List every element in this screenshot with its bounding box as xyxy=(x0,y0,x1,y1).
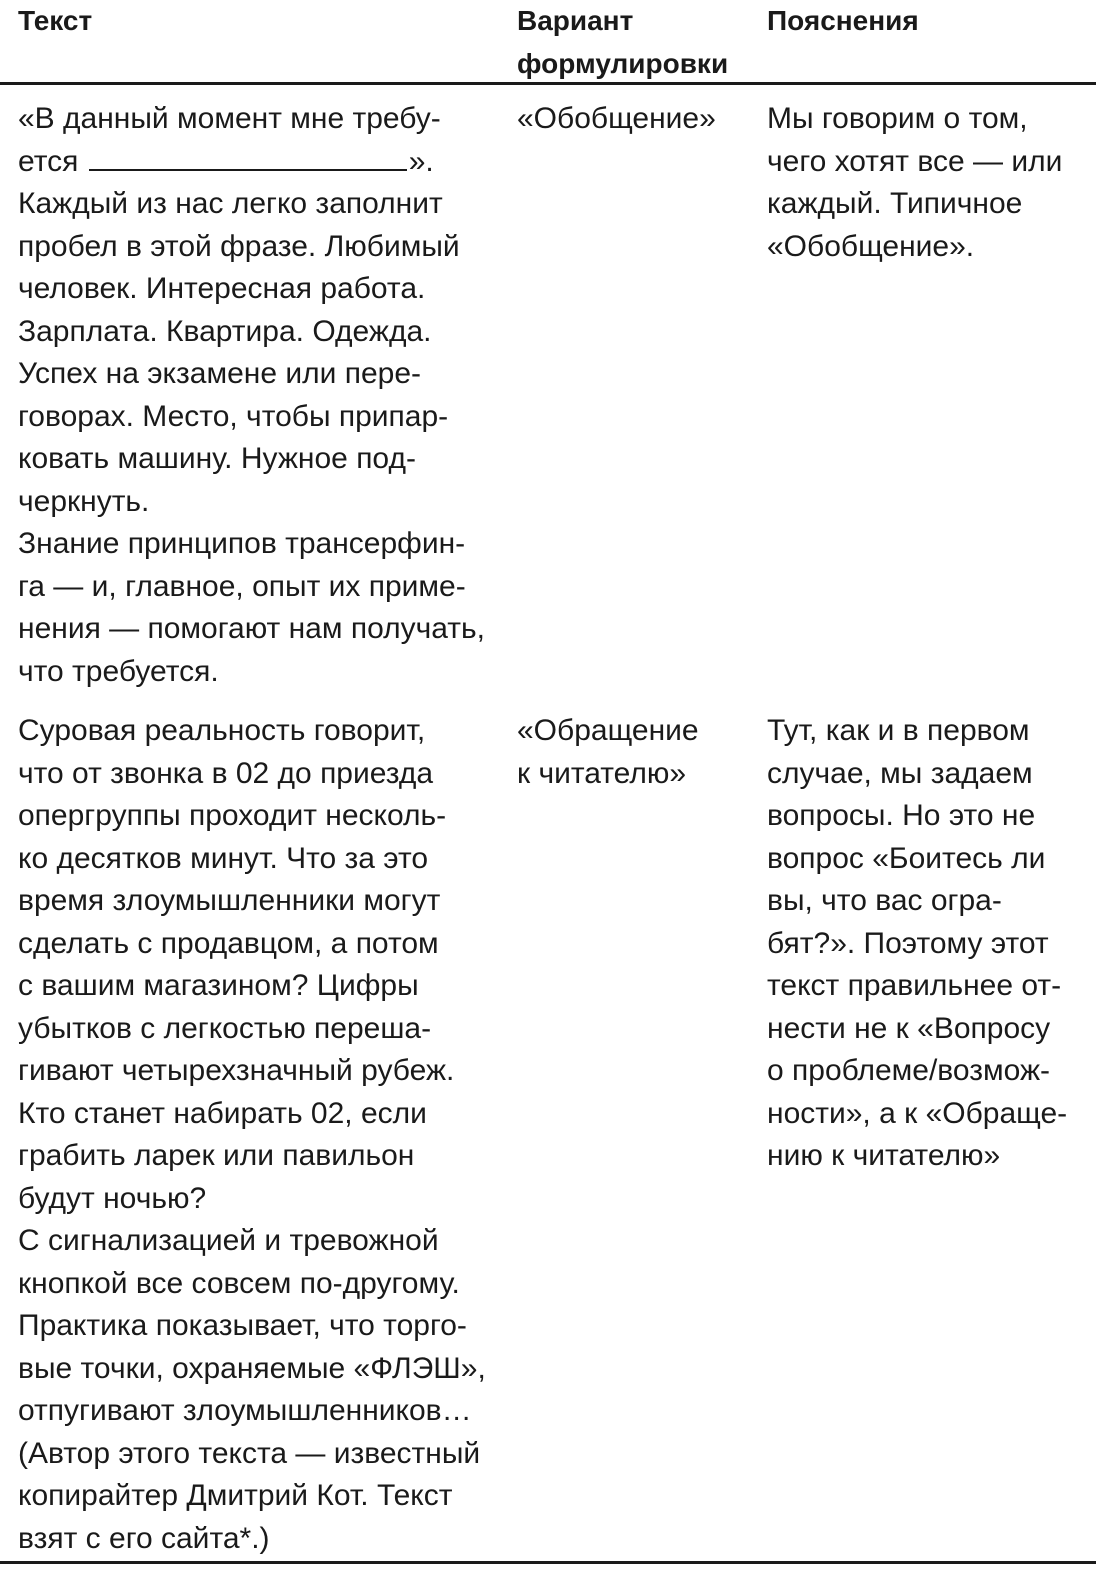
row-1-text-line: га — и, главное, опыт их приме- xyxy=(18,569,466,603)
header-notes-label: Пояснения xyxy=(767,5,919,36)
row-2-text-cell xyxy=(18,710,498,1560)
row-1-text-line: черкнуть. xyxy=(18,484,150,518)
row-2-notes-line: вопрос «Боитесь ли xyxy=(767,841,1046,875)
row-1-text-cell xyxy=(18,98,498,693)
row-2-text-line: Суровая реальность говорит, xyxy=(18,714,426,747)
row-2-text-line: будут ночью? xyxy=(18,1181,207,1215)
row-2-notes-line: нести не к «Вопросу xyxy=(767,1011,1051,1045)
row-1-text-line: Успех на экзамене или пере- xyxy=(18,357,421,390)
row-2-text-line: что от звонка в 02 до приезда xyxy=(18,756,434,790)
blank-suffix: ». xyxy=(408,144,434,178)
row-2-variant-line: «Обращение xyxy=(517,714,699,747)
header-variant-line-2: формулировки xyxy=(517,47,729,79)
fill-in-blank xyxy=(89,141,407,171)
row-2-notes-line: Тут, как и в первом xyxy=(767,714,1030,747)
header-variant xyxy=(517,0,728,85)
row-1-text-line: нения — помогают нам получать, xyxy=(18,612,485,645)
row-1-text-line: «В данный момент мне требу- xyxy=(18,102,441,135)
row-2-variant-cell xyxy=(517,710,747,795)
row-2-text-line: время злоумышленники могут xyxy=(18,884,441,917)
row-1-text-line: что требуется. xyxy=(18,654,219,688)
row-2-notes-line: текст правильнее от- xyxy=(767,969,1062,1002)
row-1-notes-line: Мы говорим о том, xyxy=(767,102,1028,135)
header-text-label: Текст xyxy=(18,5,93,36)
row-1-notes-line: каждый. Типичное xyxy=(767,187,1023,220)
row-2-notes-line: бят?». Поэтому этот xyxy=(767,926,1049,960)
row-2-text-line: Кто станет набирать 02, если xyxy=(18,1096,427,1130)
row-2-text-line: кнопкой все совсем по-другому. xyxy=(18,1266,460,1300)
row-2-notes-cell xyxy=(767,710,1087,1178)
header-divider xyxy=(0,82,1096,85)
row-2-text-line: с вашим магазином? Цифры xyxy=(18,969,419,1002)
row-1-notes-cell xyxy=(767,98,1087,268)
row-2-notes-line: вопросы. Но это не xyxy=(767,799,1036,832)
row-2-notes-line: ности», а к «Обраще- xyxy=(767,1096,1068,1130)
row-2-notes-line: вы, что вас огра- xyxy=(767,884,1002,917)
row-1-text-line: пробел в этой фразе. Любимый xyxy=(18,229,460,263)
row-1-text-line: человек. Интересная работа. xyxy=(18,272,426,305)
row-1-notes-line: «Обобщение». xyxy=(767,229,975,263)
row-1-notes-line: чего хотят все — или xyxy=(767,144,1063,178)
row-2-text-line: опергруппы проходит несколь- xyxy=(18,799,447,832)
row-1-variant-cell xyxy=(517,98,747,141)
row-1-text-line-with-blank xyxy=(18,141,498,184)
row-2-text-line: С сигнализацией и тревожной xyxy=(18,1224,439,1257)
row-1-text-line: ковать машину. Нужное под- xyxy=(18,442,416,475)
row-1-text-line: говорах. Место, чтобы припар- xyxy=(18,399,449,433)
row-1-text-line: Знание принципов трансерфин- xyxy=(18,527,466,560)
row-2-text-line: убытков с легкостью переша- xyxy=(18,1011,432,1045)
table-bottom-divider xyxy=(0,1561,1096,1564)
row-2-text-line: взят с его сайта*.) xyxy=(18,1521,270,1555)
row-1-text-line: ется xyxy=(18,144,79,178)
row-2-text-line: грабить ларек или павильон xyxy=(18,1139,415,1172)
row-2-text-line: ко десятков минут. Что за это xyxy=(18,841,429,875)
row-2-text-line: гивают четырехзначный рубеж. xyxy=(18,1054,455,1087)
row-2-text-line: (Автор этого текста — известный xyxy=(18,1436,481,1470)
row-2-text-line: отпугивают злоумышленников… xyxy=(18,1394,472,1427)
row-1-variant-line: «Обобщение» xyxy=(517,102,716,135)
row-2-notes-line: нию к читателю» xyxy=(767,1139,1001,1172)
header-variant-line-1: Вариант xyxy=(517,5,634,36)
row-2-notes-line: о проблеме/возмож- xyxy=(767,1054,1051,1087)
row-2-text-line: копирайтер Дмитрий Кот. Текст xyxy=(18,1479,453,1512)
header-notes xyxy=(767,0,919,43)
row-2-text-line: Практика показывает, что торго- xyxy=(18,1309,467,1342)
row-2-notes-line: случае, мы задаем xyxy=(767,756,1033,790)
row-2-text-line: вые точки, охраняемые «ФЛЭШ», xyxy=(18,1351,486,1385)
header-text xyxy=(18,0,92,43)
row-1-text-line: Зарплата. Квартира. Одежда. xyxy=(18,314,432,348)
row-2-text-line: сделать с продавцом, а потом xyxy=(18,926,439,960)
row-1-text-line: Каждый из нас легко заполнит xyxy=(18,187,443,220)
row-2-variant-line: к читателю» xyxy=(517,756,687,790)
